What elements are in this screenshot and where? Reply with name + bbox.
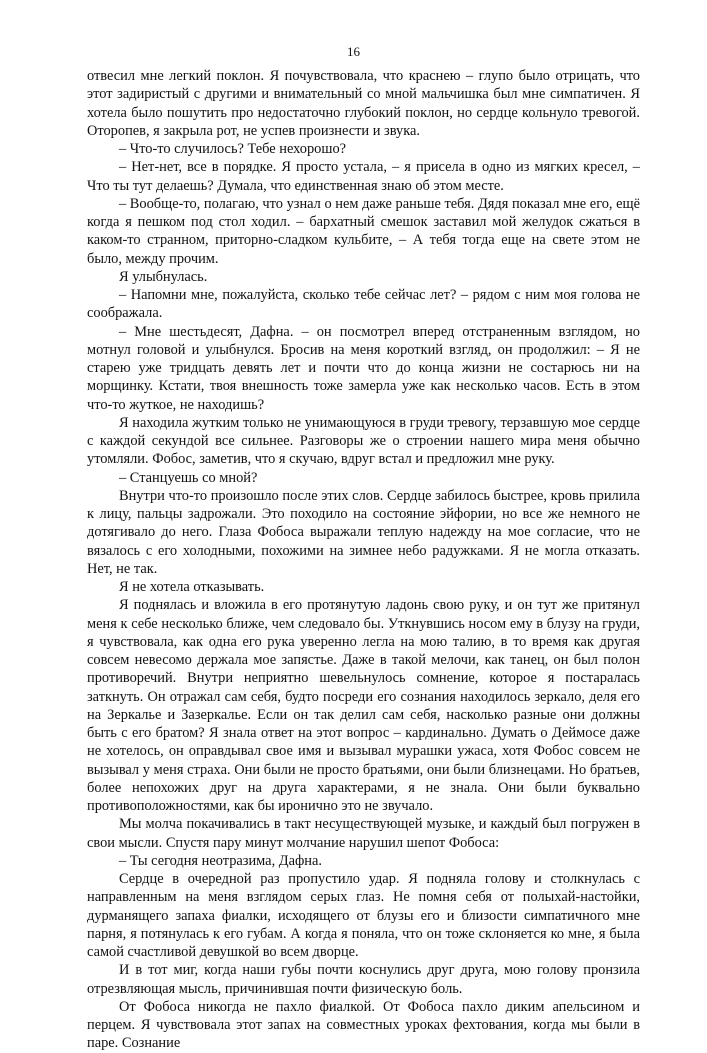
paragraph: – Вообще-то, полагаю, что узнал о нем даже раньше тебя. Дядя показал мне его, ещё когда я пешком под стол ходил. – бархатный смешок заставил мой желудок сжаться в каком-то странном, приторно-сладком кульбите, – А тебя тогда еще на свете этом не было, между прочим. [87, 195, 640, 267]
paragraph: – Мне шестьдесят, Дафна. – он посмотрел вперед отстраненным взглядом, но мотнул головой и улыбнулся. Бросив на меня короткий взгляд, он продолжил: – Я не старею уже тридцать девять лет и почти что до конца жизни не состарюсь ни на морщинку. Кстати, твоя внешность тоже замерла уже как несколько часов. Есть в этом что-то жуткое, не находишь? [87, 323, 640, 413]
paragraph: – Станцуешь со мной? [119, 469, 258, 486]
paragraph: Сердце в очередной раз пропустило удар. Я подняла голову и столкнулась с направленным на меня взглядом серых глаз. Не помня себя от полыхай-настойки, дурманящего запаха фиалки, исходящего от блузы его и близости симпатичного мне парня, я потянулась к его губам. А когда я поняла, что он тоже склоняется ко мне, я была самой счастливой девушкой во всем дворце. [87, 871, 640, 960]
paragraph: – Напомни мне, пожалуйста, сколько тебе сейчас лет? – рядом с ним моя голова не соображала. [87, 287, 640, 322]
body-text [87, 67, 640, 1053]
page-number: 16 [347, 44, 360, 59]
paragraph: отвесил мне легкий поклон. Я почувствовала, что краснею – глупо было отрицать, что этот задиристый с другими и внимательный со мной мальчишка был мне симпатичен. Я хотела было пошутить про недостаточно глубокий поклон, но сердце кольнуло тревогой. Оторопев, я закрыла рот, не успев произнести и звука. [87, 68, 640, 139]
paragraph: Я находила жутким только не унимающуюся в груди тревогу, терзавшую мое сердце с каждой секундой все сильнее. Разговоры же о строении нашего мира меня обычно утомляли. Фобос, заметив, что я скучаю, вдруг встал и предложил мне руку. [87, 414, 640, 468]
paragraph: – Ты сегодня неотразима, Дафна. [119, 852, 322, 869]
paragraph: Мы молча покачивались в такт несуществующей музыке, и каждый был погружен в свои мысли. Спустя пару минут молчание нарушил шепот Фобоса: [87, 816, 640, 851]
paragraph: Я поднялась и вложила в его протянутую ладонь свою руку, и он тут же притянул меня к себе несколько ближе, чем следовало бы. Уткнувшись носом ему в блузу на груди, я чувствовала, как одна его рука уверенно легла на мою талию, в то время как другая совсем невесомо держала мое запястье. Даже в такой мелочи, как танец, он был полон противоречий. Внутри неприятно шевельнулось сомнение, которое я постаралась заткнуть. Он отражал сам себя, будто посреди его сознания находилось зеркало, деля его на Зеркалье и Зазеркалье. Если он так делил сам себя, насколько разные они должны быть с его братом? Я знала ответ на этот вопрос – кардинально. Думать о Деймосе даже не хотелось, он оправдывал свое имя и вызывал мурашки ужаса, хотя Фобос совсем не вызывал у меня страха. Они были не просто братьями, они были близнецами. Но братьев, более непохожих друг на друга характерами, я не знала. Они были буквально противоположностями, как бы иронично это не звучало. [87, 597, 640, 814]
paragraph: И в тот миг, когда наши губы почти коснулись друг друга, мою голову пронзила отрезвляющая мысль, причинившая почти физическую боль. [87, 962, 640, 997]
paragraph: Я не хотела отказывать. [119, 579, 265, 595]
paragraph: – Нет-нет, все в порядке. Я просто устала, – я присела в одно из мягких кресел, – Что ты тут делаешь? Думала, что единственная знаю об этом месте. [87, 159, 640, 194]
paragraph: Я улыбнулась. [119, 268, 208, 285]
paragraph: Внутри что-то произошло после этих слов. Сердце забилось быстрее, кровь прилила к лицу, пальцы задрожали. Это походило на состояние эйфории, но все же немного не дотягивало до него. Глаза Фобоса выражали теплую надежду на мое согласие, что не вязалось с его холодными, похожими на зимнее небо радужками. Я не могла отказать. Нет, не так. [87, 487, 640, 577]
paragraph: – Что-то случилось? Тебе нехорошо? [119, 141, 347, 157]
paragraph: От Фобоса никогда не пахло фиалкой. От Фобоса пахло диким апельсином и перцем. Я чувствовала этот запах на совместных уроках фехтования, когда мы были в паре. Сознание [87, 998, 640, 1052]
